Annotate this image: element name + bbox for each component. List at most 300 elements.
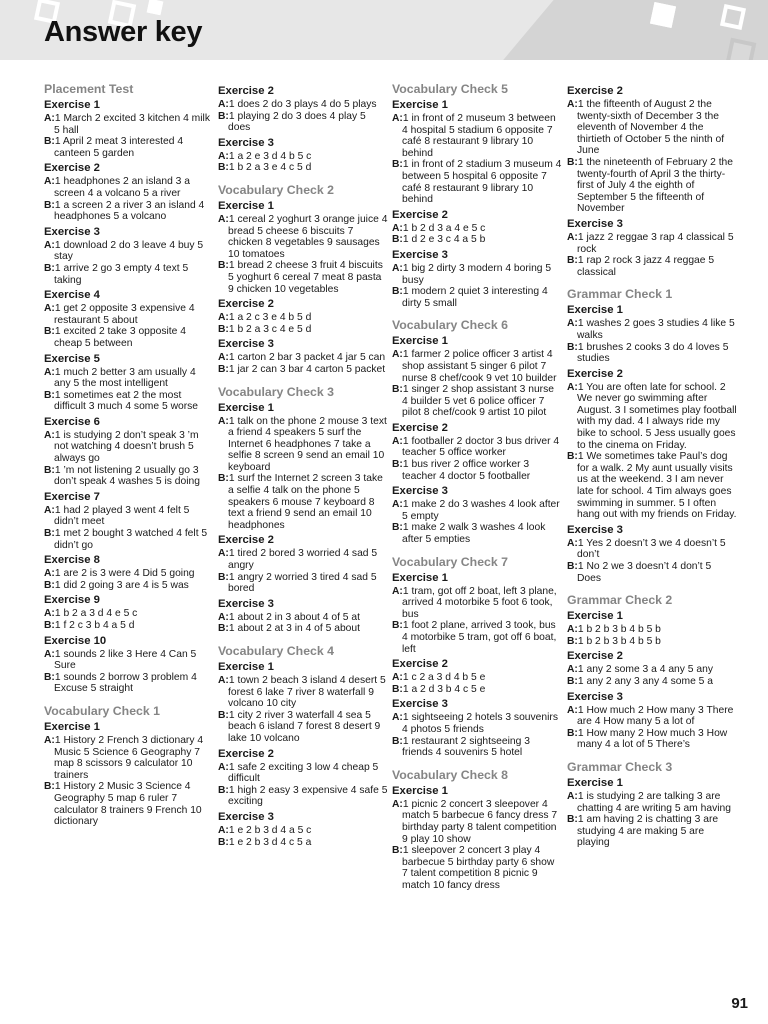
answer-line	[392, 684, 562, 696]
answer-label: A:	[218, 761, 229, 773]
answer-line	[392, 620, 562, 655]
answer-line	[567, 232, 737, 255]
answer-label: B:	[44, 389, 55, 401]
answer-label: B:	[567, 561, 578, 572]
answer-line	[392, 459, 562, 482]
answer-line	[218, 548, 388, 571]
section-title: Vocabulary Check 3	[218, 384, 334, 399]
answer-text: 1 a 2 d 3 b 4 c 5 e	[402, 683, 486, 695]
answer-text: 1 footballer 2 doctor 3 bus driver 4 teacher 5 office worker	[402, 435, 560, 459]
answer-label: A:	[392, 798, 403, 810]
answer-label: B:	[567, 727, 578, 739]
answer-text: 1 History 2 French 3 dictionary 4 Music 5 Science 6 Geography 7 map 8 scissors 9 calculator 10 trainers	[54, 734, 204, 781]
exercise-title: Exercise 4	[44, 289, 100, 302]
exercise-title: Exercise 1	[44, 720, 100, 733]
exercise-title: Exercise 3	[218, 597, 274, 610]
exercise-title: Exercise 2	[392, 421, 448, 434]
answer-line	[44, 113, 214, 136]
answer-line	[567, 382, 737, 452]
exercise-title: Exercise 3	[567, 217, 623, 230]
exercise-title: Exercise 1	[392, 335, 448, 348]
answer-text: 1 am having 2 is chatting 3 are studying 4 are making 5 are playing	[577, 814, 719, 849]
exercise-title: Exercise 1	[44, 99, 100, 111]
exercise-title: Exercise 1	[567, 776, 623, 789]
exercise-title: Exercise 5	[44, 352, 100, 365]
section-title: Vocabulary Check 5	[392, 82, 508, 96]
answer-text: 1 b 2 a 3 c 4 e 5 d	[228, 323, 312, 335]
exercise-title: Exercise 3	[567, 523, 623, 536]
answer-label: A:	[567, 704, 578, 716]
answer-line	[392, 286, 562, 309]
answer-label: B:	[392, 384, 403, 396]
answer-line	[567, 451, 737, 521]
answer-label: A:	[392, 712, 403, 724]
answer-line	[567, 791, 737, 814]
answer-label: B:	[392, 159, 403, 171]
answer-line	[44, 430, 214, 465]
page-number: 91	[731, 995, 748, 1012]
section-title: Vocabulary Check 6	[392, 318, 508, 333]
answer-label: A:	[44, 568, 55, 580]
exercise-title: Exercise 1	[392, 784, 448, 797]
answer-text: 1 had 2 played 3 went 4 felt 5 didn’t meet	[54, 504, 190, 528]
answer-label: B:	[567, 814, 578, 826]
exercise-title: Exercise 1	[218, 401, 274, 414]
answer-text: 1 How many 2 How much 3 How many 4 a lot of 5 There’s	[577, 727, 728, 751]
answer-label: A:	[218, 824, 229, 836]
answer-line	[44, 608, 214, 620]
answer-line	[392, 384, 562, 419]
decorative-square	[720, 4, 746, 30]
answer-line	[392, 799, 562, 845]
answer-line	[44, 176, 214, 199]
answer-label: B:	[567, 451, 578, 463]
answer-label: B:	[218, 473, 229, 485]
answer-label: A:	[218, 675, 229, 686]
answer-label: A:	[567, 790, 578, 802]
exercise-title: Exercise 1	[567, 610, 623, 623]
answer-text: 1 high 2 easy 3 expensive 4 safe 5 exciting	[228, 784, 388, 808]
answer-label: B:	[218, 571, 229, 583]
answer-text: 1 a 2 c 3 e 4 b 5 d	[228, 312, 312, 324]
answer-text: 1 big 2 dirty 3 modern 4 boring 5 busy	[402, 262, 552, 286]
answer-line	[567, 538, 737, 561]
answer-line	[392, 845, 562, 891]
answer-line	[218, 260, 388, 295]
answer-text: 1 You are often late for school. 2 We never go swimming after August. 3 I sometimes play football with my dad. 4 I always ride my bike to school. 5 Jess usually goes to the cinema on Friday.	[577, 381, 737, 451]
exercise-title: Exercise 3	[392, 248, 448, 261]
answer-line	[218, 623, 388, 635]
answer-label: A:	[218, 352, 229, 364]
exercise-title: Exercise 1	[218, 199, 274, 212]
exercise-title: Exercise 2	[567, 367, 623, 380]
section-title: Grammar Check 3	[567, 759, 673, 774]
answer-line	[567, 676, 737, 688]
answer-line	[44, 580, 214, 592]
answer-line	[218, 151, 388, 163]
exercise-title: Exercise 2	[567, 650, 623, 663]
answer-label: B:	[392, 522, 403, 534]
answer-label: B:	[218, 709, 229, 721]
answer-line	[218, 416, 388, 474]
answer-line	[218, 612, 388, 624]
answer-text: 1 restaurant 2 sightseeing 3 friends 4 souvenirs 5 hotel	[402, 735, 530, 759]
section-title: Vocabulary Check 7	[392, 554, 508, 569]
exercise-title: Exercise 2	[392, 658, 448, 671]
answer-label: A:	[218, 548, 229, 560]
answer-line	[567, 255, 737, 278]
answer-label: B:	[567, 255, 578, 267]
answer-line	[218, 162, 388, 174]
answer-text: 1 f 2 c 3 b 4 a 5 d	[54, 620, 135, 631]
exercise-title: Exercise 2	[218, 298, 274, 311]
exercise-title: Exercise 6	[44, 415, 100, 428]
answer-text: 1 get 2 opposite 3 expensive 4 restaurant 5 about	[54, 303, 195, 326]
exercise-title: Exercise 10	[44, 634, 107, 647]
answer-line	[218, 324, 388, 336]
exercise-title: Exercise 2	[218, 747, 274, 760]
section-title: Vocabulary Check 1	[44, 703, 160, 718]
exercise-title: Exercise 3	[392, 485, 448, 498]
answer-label: A:	[392, 585, 403, 597]
answer-label: B:	[392, 735, 403, 747]
section-title: Grammar Check 1	[567, 287, 673, 302]
exercise-title: Exercise 3	[567, 690, 623, 703]
answer-label: A:	[567, 318, 578, 330]
answer-text: 1 about 2 at 3 in 4 of 5 about	[228, 623, 360, 635]
answer-text: 1 does 2 do 3 plays 4 do 5 plays	[228, 99, 377, 110]
answer-line	[218, 837, 388, 849]
exercise-title: Exercise 2	[218, 534, 274, 547]
answer-line	[218, 572, 388, 595]
answer-text: 1 surf the Internet 2 screen 3 take a selfie 4 talk on the phone 5 speakers 6 mouse 7 keyboard 8 text a friend 9 send an email 10 headphones	[228, 473, 383, 531]
answer-text: 1 city 2 river 3 waterfall 4 sea 5 beach 6 island 7 forest 8 desert 9 lake 10 volcano	[228, 709, 381, 744]
answer-line	[44, 326, 214, 349]
answer-label: B:	[218, 162, 229, 174]
answer-label: A:	[567, 664, 578, 676]
column-3	[392, 82, 562, 892]
answer-line	[218, 312, 388, 324]
section-title: Placement Test	[44, 82, 134, 96]
answer-line	[218, 352, 388, 364]
decorative-square	[147, 0, 164, 15]
answer-text: 1 download 2 do 3 leave 4 buy 5 stay	[54, 239, 204, 263]
answer-text: 1 brushes 2 cooks 3 do 4 loves 5 studies	[577, 341, 729, 365]
answer-label: B:	[44, 262, 55, 274]
answer-line	[567, 814, 737, 849]
answer-text: 1 jazz 2 reggae 3 rap 4 classical 5 rock	[577, 231, 734, 255]
answer-text: 1 b 2 d 3 a 4 e 5 c	[402, 222, 486, 234]
exercise-title: Exercise 1	[392, 571, 448, 584]
answer-label: B:	[392, 620, 403, 632]
answer-line	[44, 781, 214, 827]
answer-line	[218, 214, 388, 260]
exercise-title: Exercise 3	[392, 698, 448, 711]
answer-text: 1 cereal 2 yoghurt 3 orange juice 4 bread 5 cheese 6 biscuits 7 chicken 8 vegetables 9 sausages 10 tomatoes	[228, 213, 388, 260]
answer-label: B:	[392, 683, 403, 695]
answer-text: 1 safe 2 exciting 3 low 4 cheap 5 difficult	[228, 761, 379, 785]
answer-label: A:	[567, 231, 578, 243]
answer-label: A:	[392, 672, 403, 684]
answer-text: 1 headphones 2 an island 3 a screen 4 a volcano 5 a river	[54, 176, 190, 199]
answer-label: A:	[218, 150, 229, 162]
answer-label: A:	[567, 99, 578, 110]
answer-label: A:	[392, 262, 403, 274]
answer-text: 1 b 2 a 3 d 4 e 5 c	[54, 608, 138, 620]
answer-line	[567, 728, 737, 751]
answer-line	[567, 664, 737, 676]
answer-line	[44, 505, 214, 528]
answer-text: 1 jar 2 can 3 bar 4 carton 5 packet	[228, 363, 386, 375]
answer-line	[44, 367, 214, 390]
column-1	[44, 82, 214, 828]
answer-text: 1 b 2 b 3 b 4 b 5 b	[577, 624, 661, 636]
exercise-title: Exercise 2	[392, 208, 448, 221]
answer-text: 1 d 2 e 3 c 4 a 5 b	[402, 234, 486, 246]
answer-label: A:	[392, 499, 403, 511]
answer-line	[44, 465, 214, 488]
answer-label: B:	[392, 459, 403, 471]
exercise-title: Exercise 3	[218, 338, 274, 351]
answer-text: 1 sightseeing 2 hotels 3 souvenirs 4 photos 5 friends	[402, 712, 558, 735]
answer-text: 1 are 2 is 3 were 4 Did 5 going	[54, 568, 195, 580]
answer-text: 1 No 2 we 3 doesn’t 4 don’t 5 Does	[577, 561, 712, 584]
column-2	[218, 82, 388, 848]
answer-text: 1 sometimes eat 2 the most difficult 3 much 4 some 5 worse	[54, 389, 199, 413]
answer-line	[392, 159, 562, 205]
answer-line	[392, 113, 562, 159]
answer-label: A:	[44, 303, 55, 315]
answer-text: 1 is studying 2 are talking 3 are chatting 4 are writing 5 am having	[577, 790, 731, 814]
answer-text: 1 in front of 2 stadium 3 museum 4 between 5 hospital 6 opposite 7 café 8 restaurant 9 library 10 behind	[402, 159, 562, 206]
answer-label: A:	[218, 312, 229, 324]
answer-line	[392, 349, 562, 384]
column-4	[567, 82, 737, 849]
answer-label: A:	[44, 734, 55, 746]
answer-label: B:	[44, 464, 55, 476]
answer-line	[567, 561, 737, 584]
answer-text: 1 rap 2 rock 3 jazz 4 reggae 5 classical	[577, 255, 715, 278]
answer-label: B:	[567, 156, 578, 168]
answer-text: 1 washes 2 goes 3 studies 4 like 5 walks	[577, 318, 735, 341]
answer-line	[218, 710, 388, 745]
answer-line	[392, 736, 562, 759]
answer-line	[44, 735, 214, 781]
answer-line	[567, 636, 737, 648]
answer-label: B:	[218, 260, 229, 272]
answer-label: B:	[44, 671, 55, 683]
answer-line	[218, 364, 388, 376]
decorative-square	[650, 2, 676, 28]
answer-line	[218, 111, 388, 134]
answer-text: 1 sounds 2 like 3 Here 4 Can 5 Sure	[54, 648, 197, 672]
answer-line	[44, 136, 214, 159]
exercise-title: Exercise 9	[44, 594, 100, 607]
answer-line	[392, 499, 562, 522]
answer-line	[44, 568, 214, 580]
answer-label: B:	[44, 528, 55, 540]
answer-label: B:	[392, 286, 403, 298]
answer-line	[392, 223, 562, 235]
exercise-title: Exercise 1	[218, 661, 274, 673]
answer-line	[218, 675, 388, 710]
answer-text: 1 e 2 b 3 d 4 a 5 c	[228, 824, 312, 836]
answer-label: A:	[44, 429, 55, 441]
answer-text: 1 c 2 a 3 d 4 b 5 e	[402, 672, 486, 684]
exercise-title: Exercise 3	[218, 810, 274, 823]
answer-label: A:	[44, 113, 55, 124]
answer-line	[567, 318, 737, 341]
answer-text: 1 much 2 better 3 am usually 4 any 5 the most intelligent	[54, 366, 196, 390]
answer-line	[392, 586, 562, 621]
answer-text: 1 about 2 in 3 about 4 of 5 at	[228, 611, 360, 623]
answer-label: A:	[44, 366, 55, 378]
answer-text: 1 sleepover 2 concert 3 play 4 barbecue 5 birthday party 6 show 7 talent competition 8 picnic 9 match 10 fancy dress	[402, 845, 555, 891]
exercise-title: Exercise 2	[218, 85, 274, 97]
answer-text: 1 tram, got off 2 boat, left 3 plane, arrived 4 motorbike 5 foot 6 took, bus	[402, 585, 557, 620]
answer-text: 1 History 2 Music 3 Science 4 Geography 5 map 6 ruler 7 calculator 8 trainers 9 French 10 dictionary	[54, 781, 202, 828]
exercise-title: Exercise 3	[44, 225, 100, 238]
answer-label: A:	[218, 611, 229, 623]
answer-label: B:	[567, 635, 578, 647]
answer-label: A:	[392, 349, 403, 361]
answer-line	[567, 157, 737, 215]
answer-label: B:	[44, 199, 55, 211]
answer-line	[567, 342, 737, 365]
section-title: Vocabulary Check 4	[218, 644, 334, 658]
answer-text: 1 a screen 2 a river 3 an island 4 headphones 5 a volcano	[54, 199, 205, 223]
answer-text: 1 any 2 some 3 a 4 any 5 any	[577, 664, 713, 676]
answer-text: 1 bread 2 cheese 3 fruit 4 biscuits 5 yoghurt 6 cereal 7 meat 8 pasta 9 chicken 10 vegetables	[228, 260, 383, 295]
answer-text: 1 the nineteenth of February 2 the twenty-fourth of April 3 the thirty-first of July 4 the eighth of September 5 the fifteenth of November	[577, 156, 734, 215]
answer-text: 1 did 2 going 3 are 4 is 5 was	[54, 579, 189, 591]
answer-text: 1 arrive 2 go 3 empty 4 text 5 taking	[54, 262, 189, 286]
answer-label: B:	[392, 234, 403, 246]
answer-label: A:	[567, 624, 578, 636]
exercise-title: Exercise 3	[218, 136, 274, 149]
answer-text: 1 modern 2 quiet 3 interesting 4 dirty 5 small	[402, 286, 548, 309]
answer-label: A:	[44, 239, 55, 251]
exercise-title: Exercise 7	[44, 490, 100, 503]
answer-text: 1 a 2 e 3 d 4 b 5 c	[228, 150, 312, 162]
answer-line	[392, 522, 562, 545]
answer-line	[44, 528, 214, 551]
answer-line	[44, 303, 214, 326]
answer-line	[218, 99, 388, 111]
answer-line	[218, 473, 388, 531]
answer-label: A:	[44, 504, 55, 516]
answer-label: A:	[567, 537, 578, 549]
answer-label: B:	[218, 784, 229, 796]
answer-text: 1 is studying 2 don’t speak 3 ’m not watching 4 doesn’t brush 5 always go	[54, 429, 199, 465]
exercise-title: Exercise 2	[44, 162, 100, 175]
section-title: Vocabulary Check 8	[392, 767, 508, 782]
answer-line	[44, 240, 214, 263]
exercise-title: Exercise 8	[44, 554, 100, 567]
answer-label: B:	[44, 579, 55, 591]
answer-label: A:	[392, 435, 403, 447]
answer-label: A:	[567, 381, 578, 393]
answer-label: B:	[44, 781, 55, 793]
answer-label: B:	[218, 363, 229, 375]
page-header	[0, 0, 768, 60]
answer-label: B:	[44, 620, 55, 631]
answer-line	[218, 785, 388, 808]
exercise-title: Exercise 2	[567, 85, 623, 97]
answer-label: A:	[44, 648, 55, 660]
answer-text: 1 any 2 any 3 any 4 some 5 a	[577, 675, 713, 687]
section-title: Grammar Check 2	[567, 593, 673, 608]
answer-label: A:	[218, 213, 229, 225]
answer-text: 1 the fifteenth of August 2 the twenty-sixth of December 3 the eleventh of November 4 the thirtieth of October 5 the ninth of June	[577, 99, 725, 157]
answer-text: 1 How much 2 How many 3 There are 4 How many 5 a lot of	[577, 704, 734, 728]
answer-text: 1 Yes 2 doesn’t 3 we 4 doesn’t 5 don’t	[577, 537, 726, 561]
answer-label: B:	[392, 845, 403, 857]
answer-label: B:	[44, 136, 55, 148]
answer-text: 1 farmer 2 police officer 3 artist 4 shop assistant 5 singer 6 pilot 7 nurse 8 chef/cook 9 vet 10 builder	[402, 349, 557, 384]
answer-line	[44, 263, 214, 286]
answer-text: 1 tired 2 bored 3 worried 4 sad 5 angry	[228, 548, 378, 572]
answer-label: A:	[392, 113, 403, 124]
answer-line	[392, 672, 562, 684]
answer-label: A:	[218, 415, 229, 427]
answer-line	[44, 200, 214, 223]
answer-label: A:	[392, 222, 403, 234]
answer-text: 1 make 2 walk 3 washes 4 look after 5 empties	[402, 522, 546, 546]
answer-label: B:	[218, 623, 229, 635]
answer-text: 1 picnic 2 concert 3 sleepover 4 match 5 barbecue 6 fancy dress 7 birthday party 8 talent competition 9 play 10 show	[402, 798, 558, 845]
answer-line	[44, 649, 214, 672]
answer-label: A:	[44, 176, 55, 188]
answer-line	[218, 825, 388, 837]
answer-line	[218, 762, 388, 785]
answer-text: 1 ’m not listening 2 usually go 3 don’t speak 4 washes 5 is doing	[54, 464, 200, 488]
answer-text: 1 singer 2 shop assistant 3 nurse 4 builder 5 vet 6 police officer 7 pilot 8 chef/cook 9 artist 10 pilot	[402, 384, 554, 419]
answer-text: 1 bus river 2 office worker 3 teacher 4 doctor 5 footballer	[402, 459, 531, 482]
answer-text: 1 excited 2 take 3 opposite 4 cheap 5 between	[54, 326, 186, 349]
answer-line	[392, 436, 562, 459]
answer-label: B:	[218, 836, 229, 848]
exercise-title: Exercise 1	[392, 99, 448, 111]
answer-text: 1 b 2 a 3 e 4 c 5 d	[228, 162, 312, 174]
answer-text: 1 foot 2 plane, arrived 3 took, bus 4 motorbike 5 tram, got off 6 boat, left	[402, 620, 557, 655]
section-title: Vocabulary Check 2	[218, 182, 334, 197]
answer-text: 1 sounds 2 borrow 3 problem 4 Excuse 5 straight	[54, 671, 197, 695]
answer-text: 1 town 2 beach 3 island 4 desert 5 forest 6 lake 7 river 8 waterfall 9 volcano 10 city	[228, 675, 386, 710]
answer-line	[392, 712, 562, 735]
answer-label: B:	[44, 326, 55, 338]
answer-text: 1 make 2 do 3 washes 4 look after 5 empty	[402, 499, 560, 522]
answer-line	[567, 99, 737, 157]
answer-line	[567, 705, 737, 728]
answer-text: 1 e 2 b 3 d 4 c 5 a	[228, 836, 312, 848]
answer-line	[567, 624, 737, 636]
answer-label: B:	[567, 675, 578, 687]
answer-line	[44, 390, 214, 413]
answer-label: A:	[44, 608, 55, 620]
answer-text: 1 April 2 meat 3 interested 4 canteen 5 garden	[54, 136, 184, 159]
answer-line	[392, 234, 562, 246]
answer-text: 1 carton 2 bar 3 packet 4 jar 5 can	[228, 352, 386, 364]
answer-label: B:	[567, 341, 578, 353]
answer-text: 1 talk on the phone 2 mouse 3 text a friend 4 speakers 5 surf the Internet 6 headphones 7 take a selfie 8 screen 9 send an email 10 keyboard	[228, 415, 387, 473]
answer-label: B:	[218, 323, 229, 335]
answer-text: 1 b 2 b 3 b 4 b 5 b	[577, 635, 661, 647]
exercise-title: Exercise 1	[567, 304, 623, 317]
answer-line	[44, 620, 214, 632]
answer-label: A:	[218, 99, 229, 110]
answer-text: 1 met 2 bought 3 watched 4 felt 5 didn’t go	[54, 528, 208, 551]
